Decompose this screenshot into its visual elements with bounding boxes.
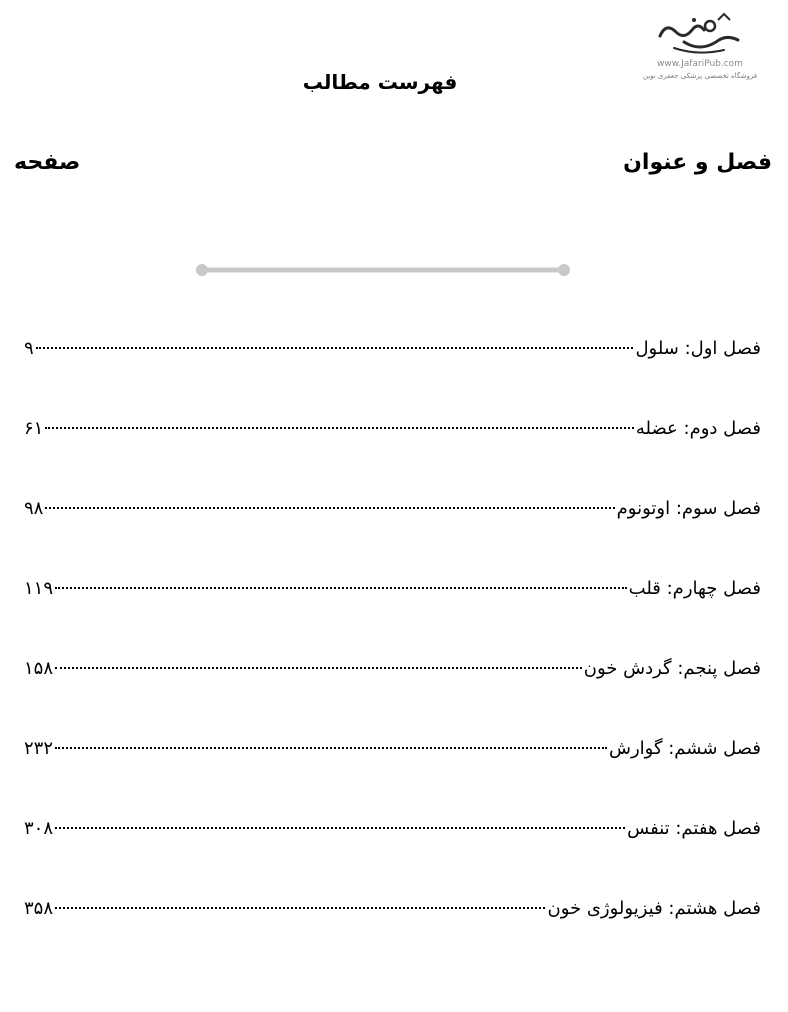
toc-entry-title: فصل ششم: گوارش [608, 738, 761, 759]
page-title: فهرست مطالب [302, 70, 458, 94]
jafari-logo-icon [654, 12, 746, 58]
toc-entry-page: ۹۸ [24, 498, 44, 519]
toc-entry-page: ۳۰۸ [24, 818, 54, 839]
toc-entry-page: ۹ [24, 338, 34, 359]
toc-entry-title: فصل چهارم: قلب [628, 578, 761, 599]
dot-leader [55, 587, 627, 589]
page-column-header: صفحه [14, 150, 81, 175]
toc-entry-title: فصل سوم: اوتونوم [616, 498, 761, 519]
dot-leader [55, 747, 607, 749]
table-of-contents [24, 338, 761, 978]
toc-entry[interactable] [24, 738, 761, 818]
publisher-logo [630, 12, 770, 94]
toc-entry-page: ۳۵۸ [24, 898, 54, 919]
toc-entry-title: فصل هفتم: تنفس [627, 818, 761, 839]
dot-leader [45, 427, 633, 429]
toc-entry[interactable] [24, 418, 761, 498]
toc-entry[interactable] [24, 578, 761, 658]
dot-leader [55, 907, 545, 909]
logo-tagline: فروشگاه تخصصی پزشکی جعفری نوین [642, 72, 758, 80]
dot-leader [45, 507, 614, 509]
toc-entry-title: فصل هشتم: فیزیولوژی خون [547, 898, 761, 919]
logo-url: www.JafariPub.com [657, 59, 743, 69]
dot-leader [55, 827, 625, 829]
toc-entry[interactable] [24, 498, 761, 578]
toc-entry-title: فصل دوم: عضله [635, 418, 761, 439]
toc-entry[interactable] [24, 898, 761, 978]
toc-entry-title: فصل اول: سلول [635, 338, 761, 359]
toc-entry-page: ۱۵۸ [24, 658, 54, 679]
toc-entry[interactable] [24, 338, 761, 418]
toc-entry-page: ۲۳۲ [24, 738, 54, 759]
toc-entry-page: ۱۱۹ [24, 578, 54, 599]
title-column-header: فصل و عنوان [623, 150, 772, 175]
toc-entry[interactable] [24, 658, 761, 738]
toc-entry[interactable] [24, 818, 761, 898]
toc-entry-title: فصل پنجم: گردش خون [583, 658, 761, 679]
dot-leader [36, 347, 634, 349]
toc-entry-page: ۶۱ [24, 418, 44, 439]
decorative-divider [196, 262, 570, 278]
dot-leader [55, 667, 582, 669]
